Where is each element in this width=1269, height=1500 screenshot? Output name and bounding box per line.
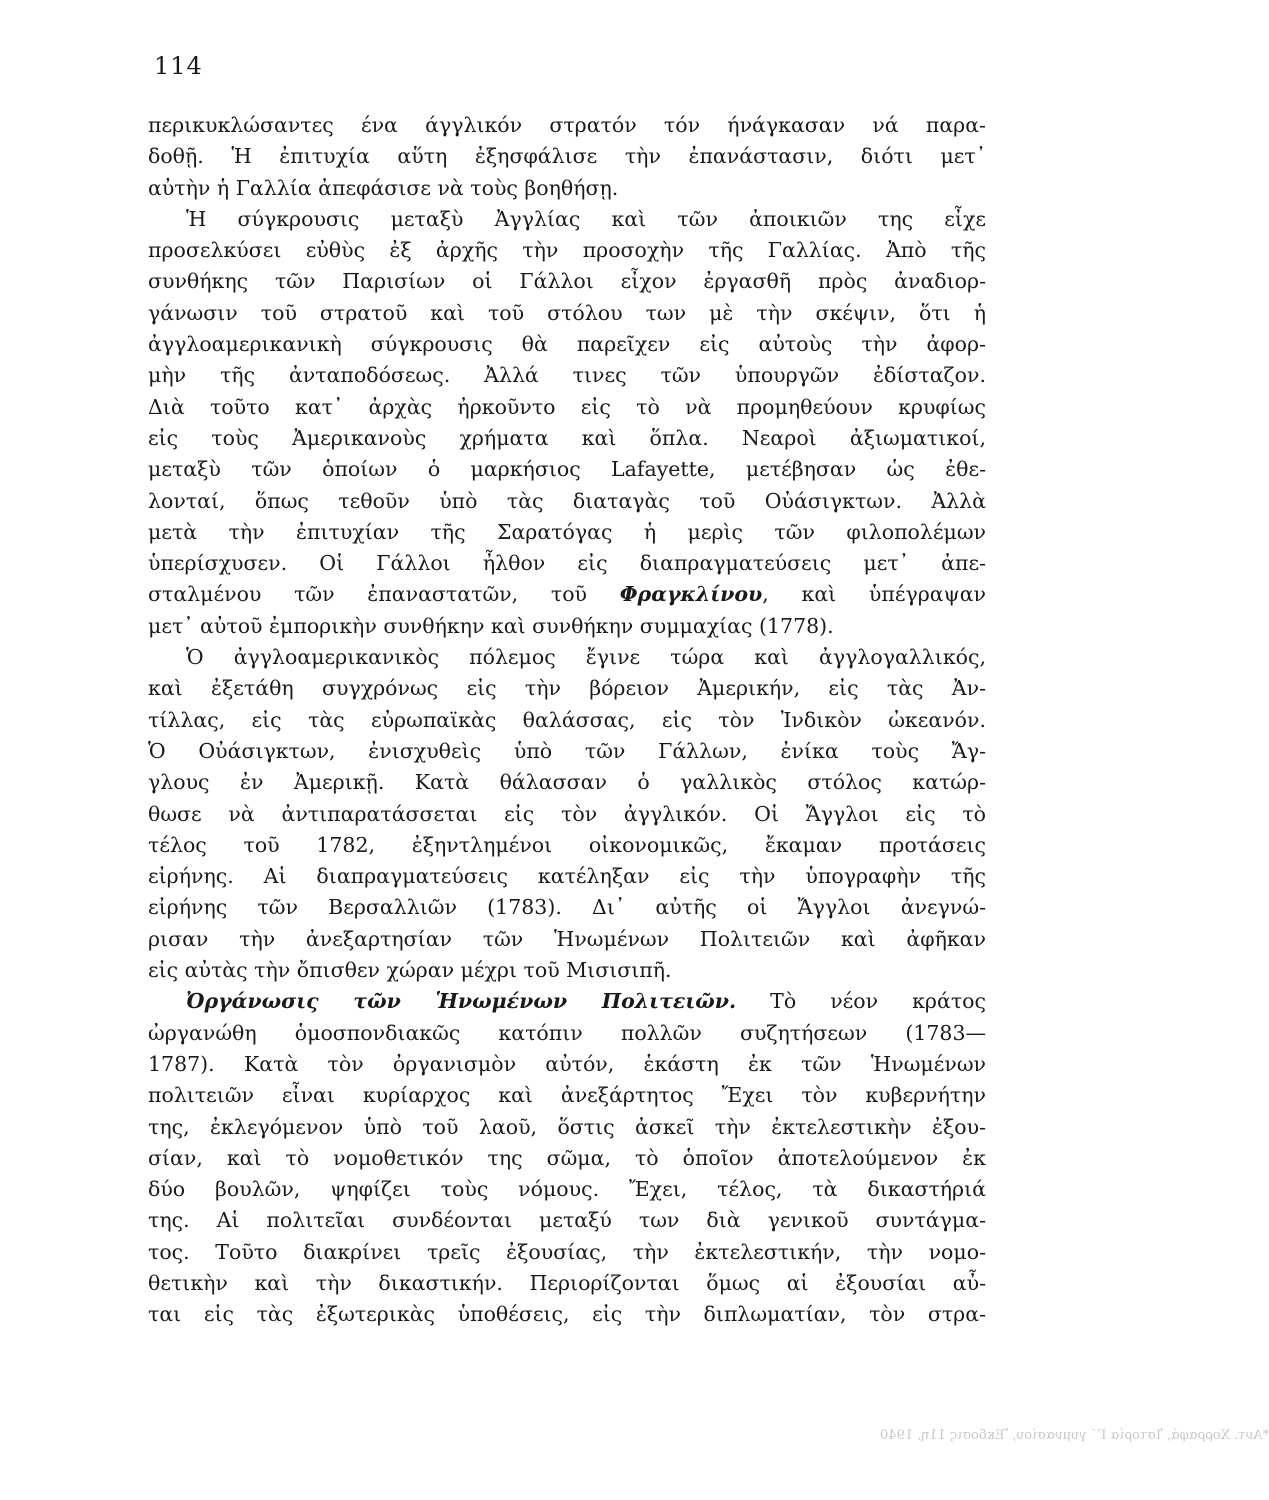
text-line-mixed xyxy=(148,579,986,610)
text-line: προσελκύσει εὐθὺς ἐξ ἀρχῆς τὴν προσοχὴν τῆς Γαλλίας. Ἀπὸ τῆς xyxy=(148,238,986,263)
text-run: σταλμένου τῶν ἐπαναστατῶν, τοῦ xyxy=(148,582,620,607)
text-line: μὴν τῆς ἀνταποδόσεως. Ἀλλά τινες τῶν ὑπουργῶν ἐδίσταζον. xyxy=(148,363,986,388)
text-line: θωσε νὰ ἀντιπαρατάσσεται εἰς τὸν ἀγγλικόν. Οἱ Ἄγγλοι εἰς τὸ xyxy=(148,801,986,826)
text-line: θετικὴν καὶ τὴν δικαστικήν. Περιορίζονται ὅμως αἱ ἐξουσίαι αὖ- xyxy=(148,1270,986,1295)
text-line: Διὰ τοῦτο κατ᾽ ἀρχὰς ἠρκοῦντο εἰς τὸ νὰ προμηθεύουν κρυφίως xyxy=(148,394,986,419)
text-line: ται εἰς τὰς ἐξωτερικὰς ὑποθέσεις, εἰς τὴν διπλωματίαν, τὸν στρα- xyxy=(148,1302,986,1327)
text-line: μεταξὺ τῶν ὁποίων ὁ μαρκήσιος Lafayette, μετέβησαν ὡς ἐθε- xyxy=(148,457,986,482)
text-line: εἰρήνης τῶν Βερσαλλιῶν (1783). Δι᾽ αὐτῆς οἱ Ἄγγλοι ἀνεγνώ- xyxy=(148,895,986,920)
bleed-through-text: *Αντ. Χορραφά, Ἱστορία Γ΄ γυμνασίου, Ἔκδοσις 11η, 1940 xyxy=(880,1428,1269,1443)
text-line: γάνωσιν τοῦ στρατοῦ καὶ τοῦ στόλου των μὲ τὴν σκέψιν, ὅτι ἡ xyxy=(148,300,986,325)
text-line: σίαν, καὶ τὸ νομοθετικόν της σῶμα, τὸ ὁποῖον ἀποτελούμενον ἐκ xyxy=(148,1145,986,1170)
text-line: μετὰ τὴν ἐπιτυχίαν τῆς Σαρατόγας ἡ μερὶς τῶν φιλοπολέμων xyxy=(148,519,986,544)
text-line: ρισαν τὴν ἀνεξαρτησίαν τῶν Ἡνωμένων Πολιτειῶν καὶ ἀφῆκαν xyxy=(148,926,986,951)
text-line: ὠργανώθη ὁμοσπονδιακῶς κατόπιν πολλῶν συζητήσεων (1783— xyxy=(148,1020,986,1045)
section-heading-line xyxy=(148,986,986,1017)
text-line: καὶ ἐξετάθη συγχρόνως εἰς τὴν βόρειον Ἀμερικήν, εἰς τὰς Ἀν- xyxy=(148,676,986,701)
text-line: ὑπερίσχυσεν. Οἱ Γάλλοι ἦλθον εἰς διαπραγματεύσεις μετ᾽ ἀπε- xyxy=(148,551,986,576)
text-line: ἀγγλοαμερικανικὴ σύγκρουσις θὰ παρεῖχεν εἰς αὐτοὺς τὴν ἀφορ- xyxy=(148,332,986,357)
section-heading: Ὀργάνωσις τῶν Ἡνωμένων Πολιτειῶν. xyxy=(186,989,737,1014)
text-line: εἰς αὐτὰς τὴν ὄπισθεν χώραν μέχρι τοῦ Μισισιπῆ. xyxy=(148,958,672,983)
text-line: τέλος τοῦ 1782, ἐξηντλημένοι οἰκονομικῶς, ἔκαμαν προτάσεις xyxy=(148,832,986,857)
text-line: γλους ἐν Ἀμερικῇ. Κατὰ θάλασσαν ὁ γαλλικὸς στόλος κατώρ- xyxy=(148,770,986,795)
text-line: Ὁ Οὐάσιγκτων, ἐνισχυθεὶς ὑπὸ τῶν Γάλλων, ἐνίκα τοὺς Ἄγ- xyxy=(148,738,986,763)
text-run: Τὸ νέον κράτος xyxy=(736,989,986,1014)
text-line: Ὁ ἀγγλοαμερικανικὸς πόλεμος ἔγινε τώρα καὶ ἀγγλογαλλικός, xyxy=(186,645,986,670)
text-line: 1787). Κατὰ τὸν ὀργανισμὸν αὐτόν, ἑκάστη ἐκ τῶν Ἡνωμένων xyxy=(148,1051,986,1076)
text-line: περικυκλώσαντες ένα άγγλικόν στρατόν τόν ήνάγκασαν νά παρα- xyxy=(148,113,986,137)
text-line: πολιτειῶν εἶναι κυρίαρχος καὶ ἀνεξάρτητος Ἔχει τὸν κυβερνήτην xyxy=(148,1083,986,1108)
text-line: συνθήκης τῶν Παρισίων οἱ Γάλλοι εἶχον ἐργασθῆ πρὸς ἀναδιορ- xyxy=(148,269,986,294)
text-run: , καὶ ὑπέγραψαν xyxy=(762,582,986,607)
text-line: της, ἐκλεγόμενον ὑπὸ τοῦ λαοῦ, ὅστις ἀσκεῖ τὴν ἐκτελεστικὴν ἐξου- xyxy=(148,1114,986,1139)
body-text xyxy=(148,110,986,1331)
bold-name-franklin: Φραγκλίνου xyxy=(619,582,763,607)
text-line: μετ᾽ αὐτοῦ ἐμπορικὴν συνθήκην καὶ συνθήκην συμμαχίας (1778). xyxy=(148,613,834,638)
text-line: αὐτὴν ἡ Γαλλία ἀπεφάσισε νὰ τοὺς βοηθήσῃ. xyxy=(148,175,619,200)
text-line: Ἡ σύγκρουσις μεταξὺ Ἀγγλίας καὶ τῶν ἀποικιῶν της εἶχε xyxy=(186,206,986,231)
text-line: δύο βουλῶν, ψηφίζει τοὺς νόμους. Ἔχει, τέλος, τὰ δικαστήριά xyxy=(148,1177,986,1202)
text-line: τος. Τοῦτο διακρίνει τρεῖς ἐξουσίας, τὴν ἐκτελεστικήν, τὴν νομο- xyxy=(148,1239,986,1264)
text-line: τίλλας, εἰς τὰς εὐρωπαϊκὰς θαλάσσας, εἰς τὸν Ἰνδικὸν ὠκεανόν. xyxy=(148,707,986,732)
text-line: της. Αἱ πολιτεῖαι συνδέονται μεταξύ των διὰ γενικοῦ συντάγμα- xyxy=(148,1208,986,1233)
page-number: 114 xyxy=(154,52,203,80)
text-line: εἰρήνης. Αἱ διαπραγματεύσεις κατέληξαν εἰς τὴν ὑπογραφὴν τῆς xyxy=(148,864,986,889)
text-line: δοθῇ. Ἡ ἐπιτυχία αὕτη ἐξησφάλισε τὴν ἐπανάστασιν, διότι μετ᾽ xyxy=(148,144,986,169)
text-line: λονταί, ὅπως τεθοῦν ὑπὸ τὰς διαταγὰς τοῦ Οὐάσιγκτων. Ἀλλὰ xyxy=(148,488,986,513)
text-line: εἰς τοὺς Ἀμερικανοὺς χρήματα καὶ ὅπλα. Νεαροὶ ἀξιωματικοί, xyxy=(148,425,986,450)
